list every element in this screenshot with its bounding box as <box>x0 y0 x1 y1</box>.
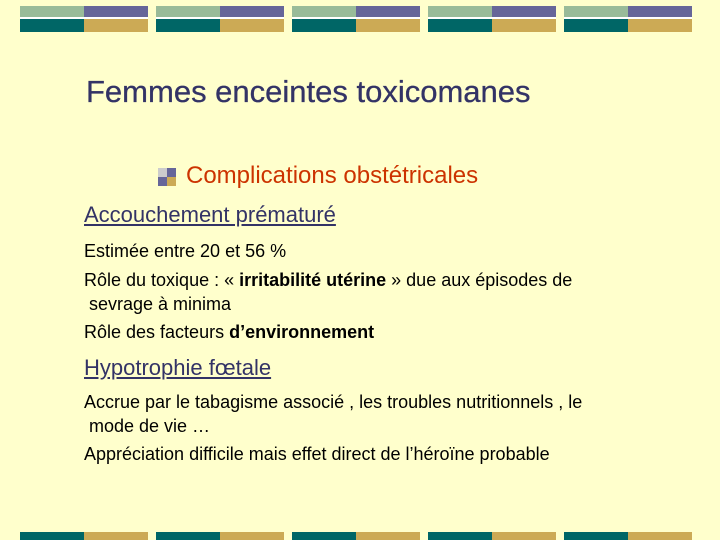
emphasis-text: irritabilité utérine <box>239 270 387 290</box>
decorative-stripe <box>356 18 420 32</box>
decorative-block <box>292 0 420 34</box>
decorative-stripe <box>156 532 220 540</box>
decorative-block <box>428 528 556 540</box>
decorative-stripe <box>564 532 628 540</box>
decorative-stripe <box>628 532 692 540</box>
slide-title: Femmes enceintes toxicomanes <box>86 74 531 109</box>
text-fragment: » due aux épisodes de <box>386 270 573 290</box>
decorative-stripe <box>292 18 356 32</box>
decorative-stripe <box>220 532 284 540</box>
decorative-stripe <box>564 18 628 32</box>
decorative-stripe <box>564 17 692 19</box>
decorative-stripe <box>84 18 148 32</box>
decorative-stripe <box>628 18 692 32</box>
emphasis-text: d’environnement <box>229 322 375 342</box>
decorative-stripe <box>20 17 148 19</box>
decorative-block <box>428 0 556 34</box>
decorative-stripe <box>84 532 148 540</box>
text-line: sevrage à minima <box>89 294 232 314</box>
decorative-stripe <box>20 532 84 540</box>
decorative-stripe <box>220 18 284 32</box>
bottom-decorative-band <box>0 528 720 540</box>
text-line: mode de vie … <box>89 416 211 436</box>
decorative-block <box>20 0 148 34</box>
top-decorative-band <box>0 0 720 34</box>
decorative-stripe <box>428 17 556 19</box>
decorative-stripe <box>492 532 556 540</box>
text-line <box>84 322 374 343</box>
decorative-block <box>156 528 284 540</box>
decorative-block <box>292 528 420 540</box>
text-line: Estimée entre 20 et 56 % <box>84 241 287 261</box>
decorative-stripe <box>156 17 284 19</box>
decorative-stripe <box>20 18 84 32</box>
section-heading-premature-birth: Accouchement prématuré <box>84 202 336 227</box>
decorative-stripe <box>428 18 492 32</box>
decorative-stripe <box>292 17 420 19</box>
decorative-stripe <box>428 532 492 540</box>
bullet-icon <box>158 168 176 186</box>
decorative-stripe <box>492 18 556 32</box>
decorative-block <box>20 528 148 540</box>
decorative-block <box>564 528 692 540</box>
text-line: Appréciation difficile mais effet direct de l’héroïne probable <box>84 444 550 464</box>
decorative-stripe <box>356 532 420 540</box>
text-fragment: Rôle des facteurs <box>84 322 230 342</box>
decorative-stripe <box>292 532 356 540</box>
section-heading-fetal-hypotrophy: Hypotrophie fœtale <box>84 355 272 380</box>
decorative-block <box>156 0 284 34</box>
text-line <box>84 270 572 291</box>
decorative-stripe <box>156 18 220 32</box>
text-line: Accrue par le tabagisme associé , les troubles nutritionnels , le <box>84 392 583 412</box>
subheading: Complications obstétricales <box>186 162 479 189</box>
text-fragment: Rôle du toxique : « <box>84 270 240 290</box>
decorative-block <box>564 0 692 34</box>
